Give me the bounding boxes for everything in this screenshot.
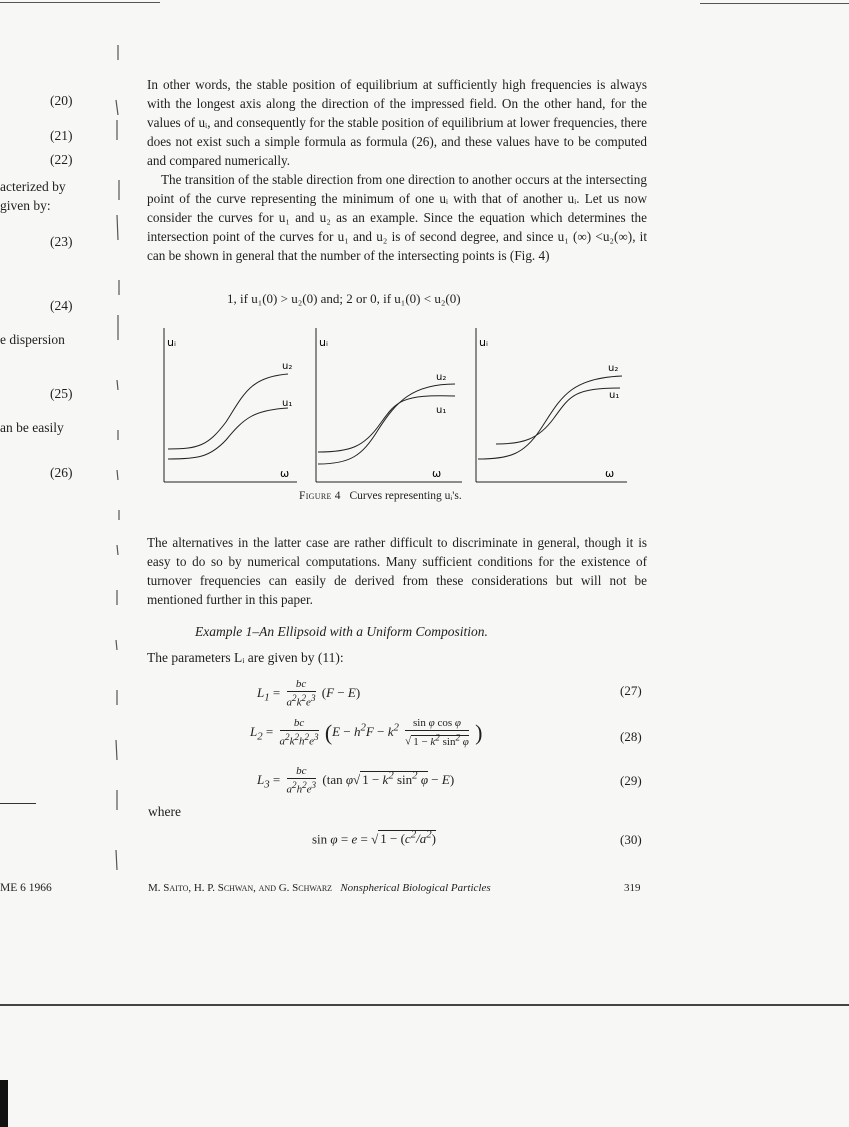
x-axis-label: ω: [280, 467, 290, 480]
curve-u1: [496, 388, 620, 444]
bottom-scan-line: [0, 1004, 849, 1006]
equation-number: (27): [620, 683, 642, 698]
corner-shadow: [0, 1080, 8, 1127]
margin-eq-number: (26): [50, 465, 73, 480]
margin-eq-number: (22): [50, 152, 73, 167]
top-scan-line: [0, 2, 160, 3]
margin-text: acterized by: [0, 179, 66, 194]
footer-authors: M. Saito, H. P. Schwan, and G. Schwarz: [148, 882, 333, 894]
equation-30: sin φ = e = √ $1 - (c^2/a^2)$: [312, 829, 436, 847]
figure-panel-2: [316, 328, 462, 482]
curve-label-u2: u₂: [608, 363, 619, 374]
top-scan-line-right: [700, 3, 849, 4]
curve-label-u2: u₂: [436, 372, 447, 383]
figure-caption: [299, 490, 462, 502]
figure-panel-3: [476, 328, 627, 482]
figure-caption-text: Curves representing uᵢ's.: [349, 490, 462, 502]
equation-27: $L_1$ = $\frac{bc}{a^2k^2e^3}$ (F − E): [257, 678, 361, 709]
paragraph-3: The alternatives in the latter case are rather difficult to discriminate in general, though it is easy to do so by numerical computations. Many sufficient conditions for the existence of turnover frequencies can easily de derived from these considerations but will not be mentioned further in this paper.: [147, 535, 647, 607]
where-label: where: [148, 804, 181, 819]
figure-4: [150, 322, 640, 487]
figure-panel-1: [164, 328, 297, 482]
x-axis-label: ω: [432, 467, 442, 480]
curve-label-u1: u₁: [609, 390, 620, 401]
curve-label-u1: u₁: [436, 405, 447, 416]
equation-number: (30): [620, 832, 642, 847]
gutter-marks: [105, 40, 125, 880]
margin-eq-number: (24): [50, 298, 73, 313]
curve-u1: [168, 408, 288, 459]
y-axis-label: uᵢ: [479, 336, 488, 349]
example-title: Example 1–An Ellipsoid with a Uniform Composition.: [195, 624, 488, 639]
y-axis-label: uᵢ: [167, 336, 176, 349]
margin-eq-number: (25): [50, 386, 73, 401]
margin-text: an be easily: [0, 420, 64, 435]
paragraph-2: The transition of the stable direction from one direction to another occurs at the intersecting point of the curve representing the minimum of one uᵢ with that of another uᵢ. Let us now consider the curves for u₁ and u₂ as an example. Since the equation which determines the intersection point of the curves for u₁ and u₂ is of second degree, and since u₁ (∞) <u₂(∞), it can be shown in general that the number of the intersecting points is (Fig. 4): [147, 172, 647, 263]
margin-eq-number: (21): [50, 128, 73, 143]
y-axis-label: uᵢ: [319, 336, 328, 349]
paragraph-3-block: [147, 533, 647, 609]
margin-text: e dispersion: [0, 332, 65, 347]
margin-eq-number: (20): [50, 93, 73, 108]
curve-u1: [318, 396, 455, 452]
margin-footer: ME 6 1966: [0, 882, 52, 894]
equation-number: (29): [620, 773, 642, 788]
main-text-block: [147, 75, 647, 265]
curve-label-u1: u₁: [282, 398, 293, 409]
paragraph-1: In other words, the stable position of equilibrium at sufficiently high frequencies is always with the longest axis along the direction of the impressed field. On the other hand, for the values of uᵢ, and consequently for the stable position of equilibrium at lower frequencies, there does not exist such a simple formula as formula (26), and these values have to be computed and compared numerically.: [147, 77, 647, 168]
footer-journal: Nonspherical Biological Particles: [340, 882, 491, 894]
intersection-condition: 1, if u₁(0) > u₂(0) and; 2 or 0, if u₁(0) < u₂(0): [227, 291, 461, 306]
parameters-line: The parameters Lᵢ are given by (11):: [147, 650, 344, 665]
running-footer: [148, 882, 491, 894]
x-axis-label: ω: [605, 467, 615, 480]
figure-caption-label: Figure 4: [299, 490, 341, 502]
curve-label-u2: u₂: [282, 361, 293, 372]
equation-29: $L_3$ = $\frac{bc}{a^2h^2e^3}$ (tan φ√ $1 - k^2$ $\sin^2 \varphi - E$): [257, 765, 455, 796]
equation-28: $L_2$ = $\frac{bc}{a^2k^2h^2e^3}$ ($E - h^2F - k^2$ $\frac{\text{sin φ cos φ}}{√ 1 - k^2 \sin^2 \varphi}$ ): [250, 717, 483, 748]
margin-text: given by:: [0, 198, 51, 213]
equation-number: (28): [620, 729, 642, 744]
margin-rule: [0, 803, 36, 804]
page-number: 319: [624, 882, 641, 894]
margin-eq-number: (23): [50, 234, 73, 249]
